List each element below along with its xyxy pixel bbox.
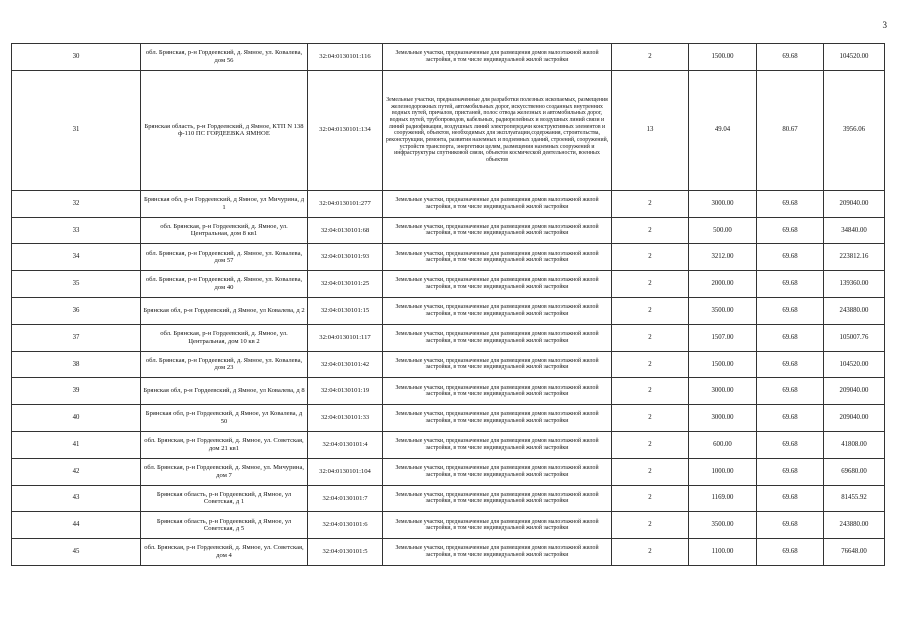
- rate-cell: 80.67: [757, 70, 824, 190]
- address-cell: Брянская обл, р-н Гордеевский, д Ямное, ул Ковалева, д 2: [141, 297, 308, 324]
- cadastral-number-cell: 32:04:0130101:4: [308, 431, 383, 458]
- land-plots-table: [11, 43, 885, 566]
- cadastral-number-cell: 32:04:0130101:104: [308, 458, 383, 485]
- land-use-cell: Земельные участки, предназначенные для размещения домов малоэтажной жилой застройки, в том числе индивидуальной жилой застройки: [383, 485, 612, 512]
- land-use-cell: Земельные участки, предназначенные для размещения домов малоэтажной жилой застройки, в том числе индивидуальной жилой застройки: [383, 458, 612, 485]
- cadastral-value-cell: 76648.00: [824, 539, 885, 566]
- cadastral-value-cell: 209040.00: [824, 378, 885, 405]
- category-code-cell: 13: [612, 70, 689, 190]
- area-cell: 3500.00: [689, 297, 757, 324]
- area-cell: 1100.00: [689, 539, 757, 566]
- cadastral-value-cell: 105007.76: [824, 324, 885, 351]
- cadastral-value-cell: 104520.00: [824, 351, 885, 378]
- address-cell: Брянская область, р-н Гордеевский, д Ямное, ул Советская, д 1: [141, 485, 308, 512]
- area-cell: 3212.00: [689, 244, 757, 271]
- cadastral-value-cell: 243880.00: [824, 512, 885, 539]
- land-use-cell: Земельные участки, предназначенные для размещения домов малоэтажной жилой застройки, в том числе индивидуальной жилой застройки: [383, 217, 612, 244]
- address-cell: обл. Брянская, р-н Гордеевский, д. Ямное, ул. Центральная, дом 8 кв1: [141, 217, 308, 244]
- table-row: [12, 297, 885, 324]
- cadastral-number-cell: 32:04:0130101:6: [308, 512, 383, 539]
- cadastral-number-cell: 32:04:0130101:5: [308, 539, 383, 566]
- land-use-cell: Земельные участки, предназначенные для разработки полезных ископаемых, размещения железнодорожных путей, автомобильных дорог, искусственно созданных внутренних водных путей, причалов, пристаней, полос отвода железных и автомобильных дорог, водных путей, трубопроводов, кабельных, радиорелейных и воздушных линий связи и линий радиофикации, воздушных линий электропередачи конструктивных элементов и сооружений, объектов, необходимых для эксплуатации,содержания, строительства, реконструкции, ремонта, развития наземных и подземных зданий, строений, сооружений, устройств транспорта, энергетики целям, размещения наземных сооружений и инфраструктуры спутниковой связи, объектов космической деятельности, военных объектов: [383, 70, 612, 190]
- category-code-cell: 2: [612, 351, 689, 378]
- row-number-cell: 45: [12, 539, 141, 566]
- row-number-cell: 38: [12, 351, 141, 378]
- cadastral-value-cell: 223812.16: [824, 244, 885, 271]
- table-row: [12, 44, 885, 71]
- rate-cell: 69.68: [757, 217, 824, 244]
- address-cell: обл. Брянская, р-н Гордеевский, д. Ямное, ул. Центральная, дом 10 кв 2: [141, 324, 308, 351]
- area-cell: 3000.00: [689, 190, 757, 217]
- rate-cell: 69.68: [757, 539, 824, 566]
- category-code-cell: 2: [612, 217, 689, 244]
- address-cell: обл. Брянская, р-н Гордеевский, д. Ямное, ул. Советская, дом 4: [141, 539, 308, 566]
- cadastral-value-cell: 104520.00: [824, 44, 885, 71]
- rate-cell: 69.68: [757, 512, 824, 539]
- address-cell: Брянская область, р-н Гордеевский, д Ямное, ул Советская, д 5: [141, 512, 308, 539]
- area-cell: 1507.00: [689, 324, 757, 351]
- rate-cell: 69.68: [757, 271, 824, 298]
- cadastral-number-cell: 32:04:0130101:117: [308, 324, 383, 351]
- table-row: [12, 512, 885, 539]
- area-cell: 3000.00: [689, 405, 757, 432]
- category-code-cell: 2: [612, 405, 689, 432]
- land-use-cell: Земельные участки, предназначенные для размещения домов малоэтажной жилой застройки, в том числе индивидуальной жилой застройки: [383, 431, 612, 458]
- category-code-cell: 2: [612, 297, 689, 324]
- rate-cell: 69.68: [757, 378, 824, 405]
- land-use-cell: Земельные участки, предназначенные для размещения домов малоэтажной жилой застройки, в том числе индивидуальной жилой застройки: [383, 244, 612, 271]
- table-body: [12, 44, 885, 566]
- land-use-cell: Земельные участки, предназначенные для размещения домов малоэтажной жилой застройки, в том числе индивидуальной жилой застройки: [383, 44, 612, 71]
- area-cell: 1500.00: [689, 44, 757, 71]
- category-code-cell: 2: [612, 431, 689, 458]
- cadastral-number-cell: 32:04:0130101:33: [308, 405, 383, 432]
- address-cell: Брянская обл, р-н Гордеевский, д Ямное, ул Ковалева, д 8: [141, 378, 308, 405]
- row-number-cell: 39: [12, 378, 141, 405]
- cadastral-value-cell: 69680.00: [824, 458, 885, 485]
- cadastral-number-cell: 32:04:0130101:7: [308, 485, 383, 512]
- row-number-cell: 40: [12, 405, 141, 432]
- table-row: [12, 271, 885, 298]
- area-cell: 3000.00: [689, 378, 757, 405]
- row-number-cell: 31: [12, 70, 141, 190]
- row-number-cell: 43: [12, 485, 141, 512]
- land-use-cell: Земельные участки, предназначенные для размещения домов малоэтажной жилой застройки, в том числе индивидуальной жилой застройки: [383, 351, 612, 378]
- category-code-cell: 2: [612, 485, 689, 512]
- rate-cell: 69.68: [757, 244, 824, 271]
- page-number: 3: [882, 20, 887, 30]
- land-use-cell: Земельные участки, предназначенные для размещения домов малоэтажной жилой застройки, в том числе индивидуальной жилой застройки: [383, 324, 612, 351]
- table-row: [12, 458, 885, 485]
- row-number-cell: 33: [12, 217, 141, 244]
- address-cell: обл. Брянская, р-н Гордеевский, д. Ямное, ул. Советская, дом 21 кв1: [141, 431, 308, 458]
- category-code-cell: 2: [612, 324, 689, 351]
- row-number-cell: 36: [12, 297, 141, 324]
- cadastral-value-cell: 243880.00: [824, 297, 885, 324]
- row-number-cell: 34: [12, 244, 141, 271]
- table-row: [12, 378, 885, 405]
- rate-cell: 69.68: [757, 44, 824, 71]
- category-code-cell: 2: [612, 244, 689, 271]
- rate-cell: 69.68: [757, 405, 824, 432]
- category-code-cell: 2: [612, 44, 689, 71]
- rate-cell: 69.68: [757, 351, 824, 378]
- row-number-cell: 37: [12, 324, 141, 351]
- land-use-cell: Земельные участки, предназначенные для размещения домов малоэтажной жилой застройки, в том числе индивидуальной жилой застройки: [383, 512, 612, 539]
- row-number-cell: 44: [12, 512, 141, 539]
- cadastral-number-cell: 32:04:0130101:93: [308, 244, 383, 271]
- address-cell: Брянская обл, р-н Гордеевский, д Ямное, ул Мичурина, д 1: [141, 190, 308, 217]
- row-number-cell: 35: [12, 271, 141, 298]
- address-cell: обл. Брянская, р-н Гордеевский, д. Ямное, ул. Ковалева, дом 56: [141, 44, 308, 71]
- row-number-cell: 41: [12, 431, 141, 458]
- area-cell: 2000.00: [689, 271, 757, 298]
- land-use-cell: Земельные участки, предназначенные для размещения домов малоэтажной жилой застройки, в том числе индивидуальной жилой застройки: [383, 539, 612, 566]
- table-row: [12, 70, 885, 190]
- land-use-cell: Земельные участки, предназначенные для размещения домов малоэтажной жилой застройки, в том числе индивидуальной жилой застройки: [383, 405, 612, 432]
- address-cell: Брянская обл, р-н Гордеевский, д Ямное, ул Ковалева, д 50: [141, 405, 308, 432]
- cadastral-value-cell: 3956.06: [824, 70, 885, 190]
- table-row: [12, 351, 885, 378]
- category-code-cell: 2: [612, 378, 689, 405]
- cadastral-number-cell: 32:04:0130101:277: [308, 190, 383, 217]
- category-code-cell: 2: [612, 458, 689, 485]
- land-use-cell: Земельные участки, предназначенные для размещения домов малоэтажной жилой застройки, в том числе индивидуальной жилой застройки: [383, 378, 612, 405]
- area-cell: 49.04: [689, 70, 757, 190]
- table-row: [12, 190, 885, 217]
- address-cell: обл. Брянская, р-н Гордеевский, д. Ямное, ул. Ковалева, дом 57: [141, 244, 308, 271]
- rate-cell: 69.68: [757, 458, 824, 485]
- cadastral-value-cell: 81455.92: [824, 485, 885, 512]
- cadastral-value-cell: 139360.00: [824, 271, 885, 298]
- table-row: [12, 244, 885, 271]
- cadastral-number-cell: 32:04:0130101:25: [308, 271, 383, 298]
- address-cell: Брянская область, р-н Гордеевский, д Ямное, КТП N 138 ф-110 ПС ГОРДЕЕВКА ЯМНОЕ: [141, 70, 308, 190]
- land-use-cell: Земельные участки, предназначенные для размещения домов малоэтажной жилой застройки, в том числе индивидуальной жилой застройки: [383, 297, 612, 324]
- address-cell: обл. Брянская, р-н Гордеевский, д. Ямное, ул. Ковалева, дом 23: [141, 351, 308, 378]
- category-code-cell: 2: [612, 190, 689, 217]
- address-cell: обл. Брянская, р-н Гордеевский, д. Ямное, ул. Ковалева, дом 40: [141, 271, 308, 298]
- table-row: [12, 431, 885, 458]
- area-cell: 3500.00: [689, 512, 757, 539]
- rate-cell: 69.68: [757, 190, 824, 217]
- row-number-cell: 42: [12, 458, 141, 485]
- cadastral-number-cell: 32:04:0130101:68: [308, 217, 383, 244]
- cadastral-value-cell: 34840.00: [824, 217, 885, 244]
- cadastral-number-cell: 32:04:0130101:19: [308, 378, 383, 405]
- area-cell: 500.00: [689, 217, 757, 244]
- area-cell: 1500.00: [689, 351, 757, 378]
- category-code-cell: 2: [612, 271, 689, 298]
- land-use-cell: Земельные участки, предназначенные для размещения домов малоэтажной жилой застройки, в том числе индивидуальной жилой застройки: [383, 190, 612, 217]
- cadastral-value-cell: 209040.00: [824, 190, 885, 217]
- table-row: [12, 539, 885, 566]
- table-row: [12, 217, 885, 244]
- row-number-cell: 32: [12, 190, 141, 217]
- area-cell: 1000.00: [689, 458, 757, 485]
- address-cell: обл. Брянская, р-н Гордеевский, д. Ямное, ул. Мичурина, дом 7: [141, 458, 308, 485]
- cadastral-value-cell: 209040.00: [824, 405, 885, 432]
- rate-cell: 69.68: [757, 324, 824, 351]
- area-cell: 1169.00: [689, 485, 757, 512]
- area-cell: 600.00: [689, 431, 757, 458]
- rate-cell: 69.68: [757, 431, 824, 458]
- cadastral-number-cell: 32:04:0130101:15: [308, 297, 383, 324]
- table-row: [12, 485, 885, 512]
- table-row: [12, 405, 885, 432]
- row-number-cell: 30: [12, 44, 141, 71]
- category-code-cell: 2: [612, 539, 689, 566]
- cadastral-number-cell: 32:04:0130101:42: [308, 351, 383, 378]
- category-code-cell: 2: [612, 512, 689, 539]
- land-use-cell: Земельные участки, предназначенные для размещения домов малоэтажной жилой застройки, в том числе индивидуальной жилой застройки: [383, 271, 612, 298]
- table-row: [12, 324, 885, 351]
- cadastral-number-cell: 32:04:0130101:116: [308, 44, 383, 71]
- rate-cell: 69.68: [757, 297, 824, 324]
- rate-cell: 69.68: [757, 485, 824, 512]
- cadastral-value-cell: 41808.00: [824, 431, 885, 458]
- cadastral-number-cell: 32:04:0130101:134: [308, 70, 383, 190]
